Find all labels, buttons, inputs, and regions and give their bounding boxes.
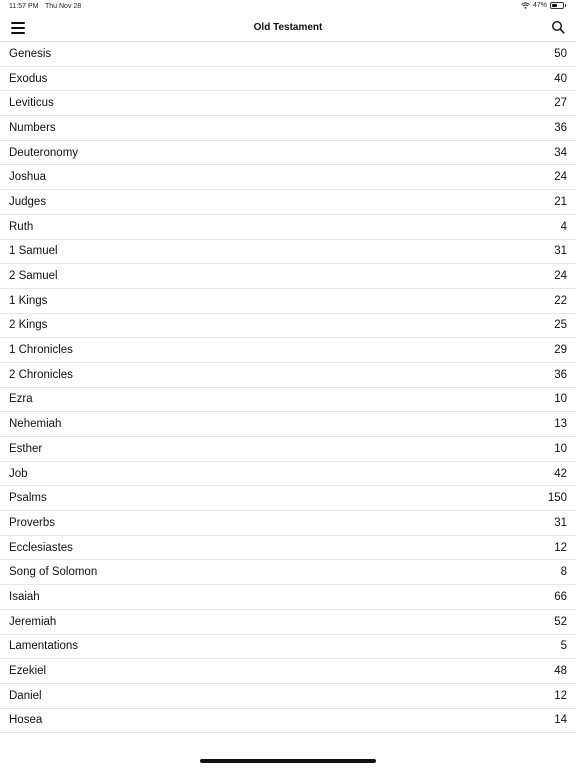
chapter-count: 150: [547, 492, 567, 505]
chapter-count: 12: [554, 689, 567, 702]
list-item[interactable]: [0, 215, 576, 240]
book-name: Exodus: [9, 72, 48, 85]
chapter-count: 12: [554, 541, 567, 554]
chapter-count: 10: [554, 393, 567, 406]
chapter-count: 29: [554, 344, 567, 357]
chapter-count: 5: [560, 640, 567, 653]
list-item[interactable]: [0, 42, 576, 67]
list-item[interactable]: [0, 635, 576, 660]
list-item[interactable]: [0, 536, 576, 561]
book-name: Daniel: [9, 689, 42, 702]
list-item[interactable]: [0, 437, 576, 462]
chapter-count: 13: [554, 418, 567, 431]
status-time: 11:57 PM: [9, 3, 39, 10]
chapter-count: 52: [554, 615, 567, 628]
battery-icon: [550, 2, 564, 9]
list-item[interactable]: [0, 585, 576, 610]
list-item[interactable]: [0, 684, 576, 709]
book-name: 1 Samuel: [9, 245, 58, 258]
book-name: Psalms: [9, 492, 47, 505]
list-item[interactable]: [0, 240, 576, 265]
list-item[interactable]: [0, 338, 576, 363]
chapter-count: 48: [554, 665, 567, 678]
list-item[interactable]: [0, 560, 576, 585]
chapter-count: 31: [554, 516, 567, 529]
list-item[interactable]: [0, 412, 576, 437]
list-item[interactable]: [0, 388, 576, 413]
book-name: Ecclesiastes: [9, 541, 73, 554]
status-right: [521, 2, 566, 9]
book-name: Leviticus: [9, 97, 54, 110]
wifi-icon: [521, 2, 530, 9]
chapter-count: 66: [554, 590, 567, 603]
chapter-count: 10: [554, 442, 567, 455]
book-name: 2 Kings: [9, 319, 48, 332]
book-name: Joshua: [9, 171, 47, 184]
chapter-count: 27: [554, 97, 567, 110]
book-name: Isaiah: [9, 590, 40, 603]
book-name: 1 Chronicles: [9, 344, 73, 357]
status-date: Thu Nov 28: [45, 3, 82, 10]
list-item[interactable]: [0, 116, 576, 141]
book-name: Esther: [9, 442, 43, 455]
book-name: 2 Samuel: [9, 270, 58, 283]
book-name: Lamentations: [9, 640, 79, 653]
list-item[interactable]: [0, 462, 576, 487]
list-item[interactable]: [0, 141, 576, 166]
battery-tip: [565, 4, 566, 7]
list-item[interactable]: [0, 363, 576, 388]
chapter-count: 4: [560, 220, 567, 233]
chapter-count: 24: [554, 171, 567, 184]
list-item[interactable]: [0, 314, 576, 339]
chapter-count: 42: [554, 467, 567, 480]
chapter-count: 34: [554, 146, 567, 159]
chapter-count: 36: [554, 121, 567, 134]
page-title: Old Testament: [253, 22, 323, 33]
book-name: Genesis: [9, 47, 52, 60]
chapter-count: 22: [554, 294, 567, 307]
book-name: Job: [9, 467, 28, 480]
chapter-count: 50: [554, 47, 567, 60]
list-item[interactable]: [0, 165, 576, 190]
battery-percent: 47%: [532, 2, 547, 9]
list-item[interactable]: [0, 511, 576, 536]
book-name: Nehemiah: [9, 418, 62, 431]
book-name: Ezra: [9, 393, 33, 406]
list-item[interactable]: [0, 190, 576, 215]
list-item[interactable]: [0, 486, 576, 511]
list-item[interactable]: [0, 709, 576, 734]
book-name: Hosea: [9, 714, 43, 727]
list-item[interactable]: [0, 67, 576, 92]
book-name: Numbers: [9, 121, 56, 134]
list-item[interactable]: [0, 659, 576, 684]
book-list: [0, 42, 576, 733]
list-item[interactable]: [0, 610, 576, 635]
book-name: Proverbs: [9, 516, 56, 529]
chapter-count: 36: [554, 368, 567, 381]
navigation-bar: [0, 14, 576, 42]
home-indicator[interactable]: [200, 759, 376, 763]
chapter-count: 24: [554, 270, 567, 283]
book-name: Judges: [9, 195, 47, 208]
chapter-count: 25: [554, 319, 567, 332]
book-name: 2 Chronicles: [9, 368, 73, 381]
book-name: Deuteronomy: [9, 146, 79, 159]
book-name: Ezekiel: [9, 665, 47, 678]
book-name: Song of Solomon: [9, 566, 98, 579]
book-name: 1 Kings: [9, 294, 48, 307]
book-name: Ruth: [9, 220, 34, 233]
chapter-count: 31: [554, 245, 567, 258]
book-name: Jeremiah: [9, 615, 57, 628]
chapter-count: 8: [560, 566, 567, 579]
list-item[interactable]: [0, 91, 576, 116]
chapter-count: 14: [554, 714, 567, 727]
search-icon[interactable]: [551, 20, 565, 34]
list-item[interactable]: [0, 264, 576, 289]
list-item[interactable]: [0, 289, 576, 314]
status-bar: [0, 0, 576, 14]
chapter-count: 21: [554, 195, 567, 208]
chapter-count: 40: [554, 72, 567, 85]
